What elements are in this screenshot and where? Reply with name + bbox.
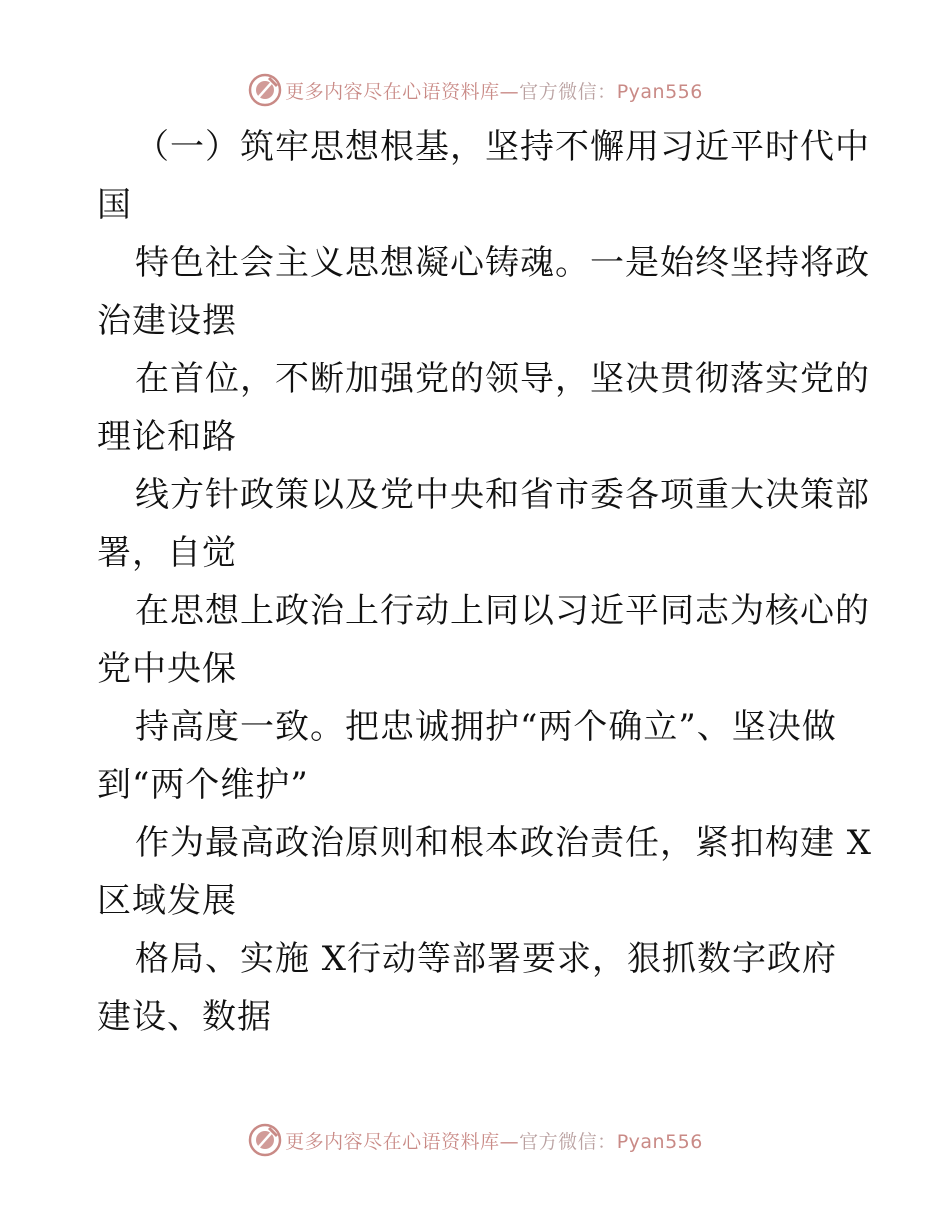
watermark-id: Pyan556 xyxy=(616,80,703,103)
text-line: 在思想上政治上行动上同以习近平同志为核心的 xyxy=(135,591,870,631)
text-line: 国 xyxy=(97,185,132,225)
text-line: 理论和路 xyxy=(97,417,237,457)
watermark-text xyxy=(285,77,703,104)
text-line: 到“两个维护” xyxy=(97,765,309,805)
header-watermark xyxy=(0,68,950,112)
text-line: 建设、数据 xyxy=(97,997,272,1037)
text-line: （一）筑牢思想根基，坚持不懈用习近平时代中 xyxy=(135,127,870,167)
text-line: 区域发展 xyxy=(97,881,237,921)
seal-logo-icon xyxy=(247,72,283,108)
text-line: 持高度一致。把忠诚拥护“两个确立”、坚决做 xyxy=(135,707,837,747)
watermark-text xyxy=(285,1127,703,1154)
text-line: 特色社会主义思想凝心铸魂。一是始终坚持将政 xyxy=(135,243,870,283)
watermark-wechat: 官方微信： xyxy=(519,1130,617,1153)
text-line: 治建设摆 xyxy=(97,301,237,341)
watermark-main: 更多内容尽在心语资料库— xyxy=(285,80,520,103)
text-line: 格局、实施 X行动等部署要求，狠抓数字政府 xyxy=(135,939,838,979)
watermark-main: 更多内容尽在心语资料库— xyxy=(285,1130,520,1153)
text-line: 在首位，不断加强党的领导，坚决贯彻落实党的 xyxy=(135,359,870,399)
text-line: 党中央保 xyxy=(97,649,237,689)
watermark-id: Pyan556 xyxy=(616,1130,703,1153)
text-line: 作为最高政治原则和根本政治责任，紧扣构建 X xyxy=(135,823,873,863)
document-body xyxy=(97,118,873,1046)
text-line: 线方针政策以及党中央和省市委各项重大决策部 xyxy=(135,475,870,515)
footer-watermark xyxy=(0,1118,950,1162)
watermark-wechat: 官方微信： xyxy=(519,80,617,103)
text-line: 署，自觉 xyxy=(97,533,237,573)
seal-logo-icon xyxy=(247,1122,283,1158)
